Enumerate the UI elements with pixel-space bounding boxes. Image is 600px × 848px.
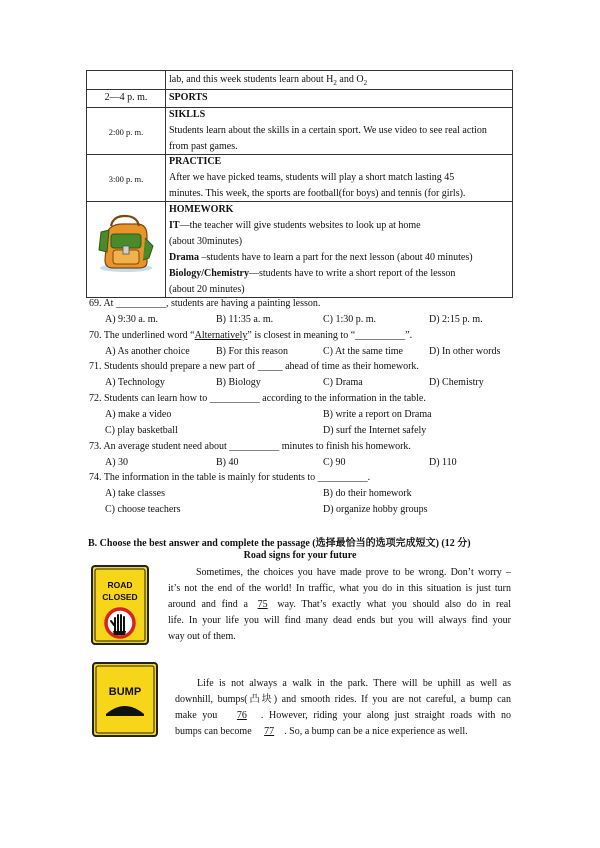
option-d[interactable]: D) 110 bbox=[429, 457, 457, 468]
option-d[interactable]: D) organize hobby groups bbox=[323, 504, 428, 515]
sign-text-bump: BUMP bbox=[108, 686, 142, 698]
schedule-table bbox=[86, 70, 513, 298]
row-homework: HOMEWORK IT—the teacher will give students websites to look up at home (about 30minutes) Drama –students have to learn a part for the next lesson (about 40 minutes) Biology/Chemistry—students have to write a short report of the lesson (about 20 minutes) bbox=[169, 204, 473, 295]
time-cell: 3:00 p. m. bbox=[108, 174, 144, 184]
section-b-heading: B. Choose the best answer and complete the passage (选择最恰当的选项完成短文) (12 分) bbox=[88, 538, 471, 549]
option-d[interactable]: D) surf the Internet safely bbox=[323, 425, 427, 436]
option-b[interactable]: B) do their homework bbox=[323, 488, 412, 499]
question-74: 74. The information in the table is mainly for students to __________. bbox=[89, 472, 371, 483]
option-b[interactable]: B) write a report on Drama bbox=[323, 409, 432, 420]
table-column-divider bbox=[165, 71, 166, 297]
option-d[interactable]: D) 2:15 p. m. bbox=[429, 314, 483, 325]
option-a[interactable]: A) As another choice bbox=[105, 346, 190, 357]
option-b[interactable]: B) Biology bbox=[216, 377, 261, 388]
option-c[interactable]: C) choose teachers bbox=[105, 504, 181, 515]
option-b[interactable]: B) 11:35 a. m. bbox=[216, 314, 274, 325]
option-a[interactable]: A) 9:30 a. m. bbox=[105, 314, 159, 325]
time-cell: 2:00 p. m. bbox=[108, 127, 144, 137]
question-69: 69. At __________, students are having a painting lesson. bbox=[89, 298, 321, 309]
option-a[interactable]: A) take classes bbox=[105, 488, 165, 499]
option-c[interactable]: C) Drama bbox=[323, 377, 363, 388]
option-c[interactable]: C) play basketball bbox=[105, 425, 178, 436]
table-row-lab: lab, and this week students learn about $H_2$ and $O_2$ bbox=[169, 74, 368, 87]
road-closed-sign-icon bbox=[91, 565, 149, 645]
passage-title: Road signs for your future bbox=[243, 550, 357, 561]
row-practice: PRACTICE After we have picked teams, students will play a short match lasting 45 minutes. This week, the sports are football(for boys) and tennis (for girls). bbox=[169, 156, 466, 199]
option-b[interactable]: B) 40 bbox=[216, 457, 239, 468]
option-c[interactable]: C) At the same time bbox=[323, 346, 403, 357]
option-d[interactable]: D) In other words bbox=[429, 346, 501, 357]
blank-77[interactable]: 77 bbox=[264, 726, 275, 737]
row-skills: SIKLLS Students learn about the skills in a certain sport. We use video to see real action from past games. bbox=[169, 109, 487, 152]
blank-76[interactable]: 76 bbox=[236, 710, 247, 721]
schoolbag-icon bbox=[93, 212, 159, 274]
time-cell: 2—4 p. m. bbox=[104, 92, 148, 103]
question-72: 72. Students can learn how to __________ according to the information in the table. bbox=[89, 393, 426, 404]
sign-text-road: ROAD bbox=[107, 580, 133, 590]
blank-75[interactable]: 75 bbox=[257, 599, 268, 610]
row-heading-sports: SPORTS bbox=[169, 92, 208, 103]
option-c[interactable]: C) 1:30 p. m. bbox=[323, 314, 377, 325]
question-70: 70. The underlined word “Alternatively” is closest in meaning to “__________”. bbox=[89, 330, 413, 341]
option-d[interactable]: D) Chemistry bbox=[429, 377, 484, 388]
option-c[interactable]: C) 90 bbox=[323, 457, 346, 468]
question-73: 73. An average student need about __________ minutes to finish his homework. bbox=[89, 441, 411, 452]
option-a[interactable]: A) 30 bbox=[105, 457, 129, 468]
sign-text-closed: CLOSED bbox=[102, 592, 138, 602]
bump-sign-icon bbox=[92, 662, 158, 737]
option-b[interactable]: B) For this reason bbox=[216, 346, 288, 357]
question-71: 71. Students should prepare a new part of _____ ahead of time as their homework. bbox=[89, 361, 419, 372]
passage-paragraph-1: Sometimes, the choices you have made prove to be wrong. Don’t worry – it’s not the end of the world! In traffic, what you do in this situation is just turn around and find a 75 way. That’s exactly what you should also do in real life. In your life you will find many dead ends but you will always find your way out of them. bbox=[168, 567, 511, 642]
option-a[interactable]: A) make a video bbox=[105, 409, 172, 420]
passage-paragraph-2: Life is not always a walk in the park. There will be uphill as well as downhill, bumps(凸块) and smooth rides. If you are not careful, a bump can make you 76 . However, riding your along just straight roads with no bumps can become 77 . So, a bump can be a nice experience as well. bbox=[175, 678, 511, 737]
option-a[interactable]: A) Technology bbox=[105, 377, 165, 388]
